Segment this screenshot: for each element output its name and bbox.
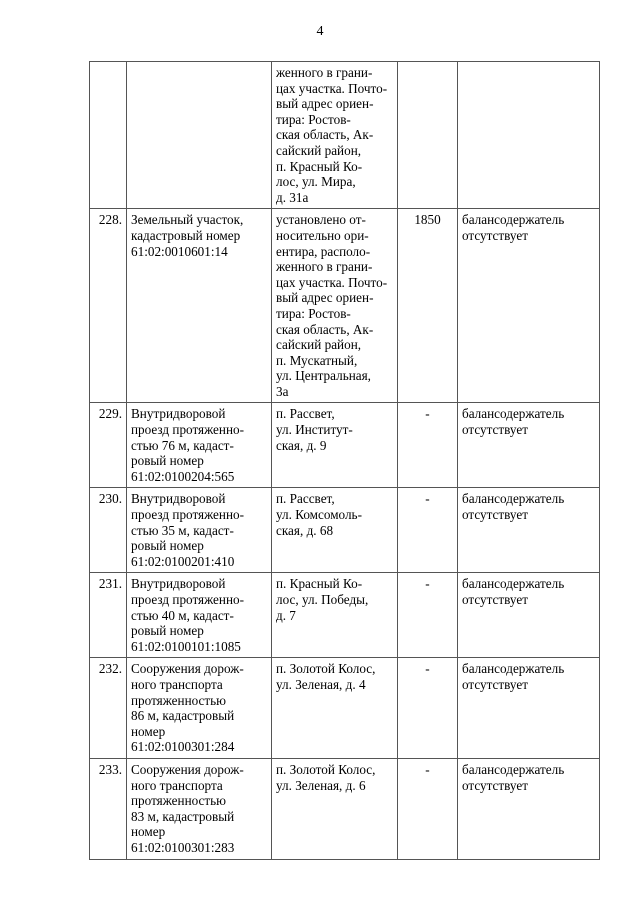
row-number-cell: 229. (90, 403, 127, 488)
table-row (90, 658, 600, 759)
area-cell: - (398, 658, 458, 759)
row-number-cell: 230. (90, 488, 127, 573)
table-row (90, 488, 600, 573)
object-name-cell: Внутридворовой проезд протяженно- стью 40 м, кадаст- ровый номер 61:02:0100101:1085 (127, 573, 272, 658)
area-cell (398, 62, 458, 209)
property-registry-table (89, 61, 600, 860)
address-cell: п. Рассвет, ул. Комсомоль- ская, д. 68 (272, 488, 398, 573)
row-number-cell: 232. (90, 658, 127, 759)
object-name-cell: Внутридворовой проезд протяженно- стью 35 м, кадаст- ровый номер 61:02:0100201:410 (127, 488, 272, 573)
row-number-cell (90, 62, 127, 209)
holder-cell: балансодержатель отсутствует (458, 403, 600, 488)
object-name-cell: Внутридворовой проезд протяженно- стью 76 м, кадаст- ровый номер 61:02:0100204:565 (127, 403, 272, 488)
address-cell: п. Золотой Колос, ул. Зеленая, д. 6 (272, 758, 398, 859)
address-cell: женного в грани- цах участка. Почто- вый адрес ориен- тира: Ростов- ская область, Ак- сайский район, п. Красный Ко- лос, ул. Мира, д. 31а (272, 62, 398, 209)
table-row (90, 209, 600, 403)
holder-cell: балансодержатель отсутствует (458, 209, 600, 403)
table-row (90, 758, 600, 859)
area-cell: - (398, 573, 458, 658)
object-name-cell (127, 62, 272, 209)
holder-cell: балансодержатель отсутствует (458, 758, 600, 859)
object-name-cell: Сооружения дорож- ного транспорта протяженностью 83 м, кадастровый номер 61:02:0100301:283 (127, 758, 272, 859)
area-cell: - (398, 758, 458, 859)
table-row (90, 62, 600, 209)
holder-cell (458, 62, 600, 209)
area-cell: - (398, 488, 458, 573)
area-cell: - (398, 403, 458, 488)
address-cell: п. Красный Ко- лос, ул. Победы, д. 7 (272, 573, 398, 658)
address-cell: установлено от- носительно ори- ентира, располо- женного в грани- цах участка. Почто- вый адрес ориен- тира: Ростов- ская область, Ак- сайский район, п. Мускатный, ул. Центральная, 3а (272, 209, 398, 403)
row-number-cell: 228. (90, 209, 127, 403)
row-number-cell: 233. (90, 758, 127, 859)
holder-cell: балансодержатель отсутствует (458, 573, 600, 658)
object-name-cell: Сооружения дорож- ного транспорта протяженностью 86 м, кадастровый номер 61:02:0100301:284 (127, 658, 272, 759)
holder-cell: балансодержатель отсутствует (458, 658, 600, 759)
address-cell: п. Рассвет, ул. Институт- ская, д. 9 (272, 403, 398, 488)
table-row (90, 573, 600, 658)
table-row (90, 403, 600, 488)
address-cell: п. Золотой Колос, ул. Зеленая, д. 4 (272, 658, 398, 759)
holder-cell: балансодержатель отсутствует (458, 488, 600, 573)
page-number: 4 (316, 24, 324, 39)
object-name-cell: Земельный участок, кадастровый номер 61:02:0010601:14 (127, 209, 272, 403)
area-cell: 1850 (398, 209, 458, 403)
row-number-cell: 231. (90, 573, 127, 658)
